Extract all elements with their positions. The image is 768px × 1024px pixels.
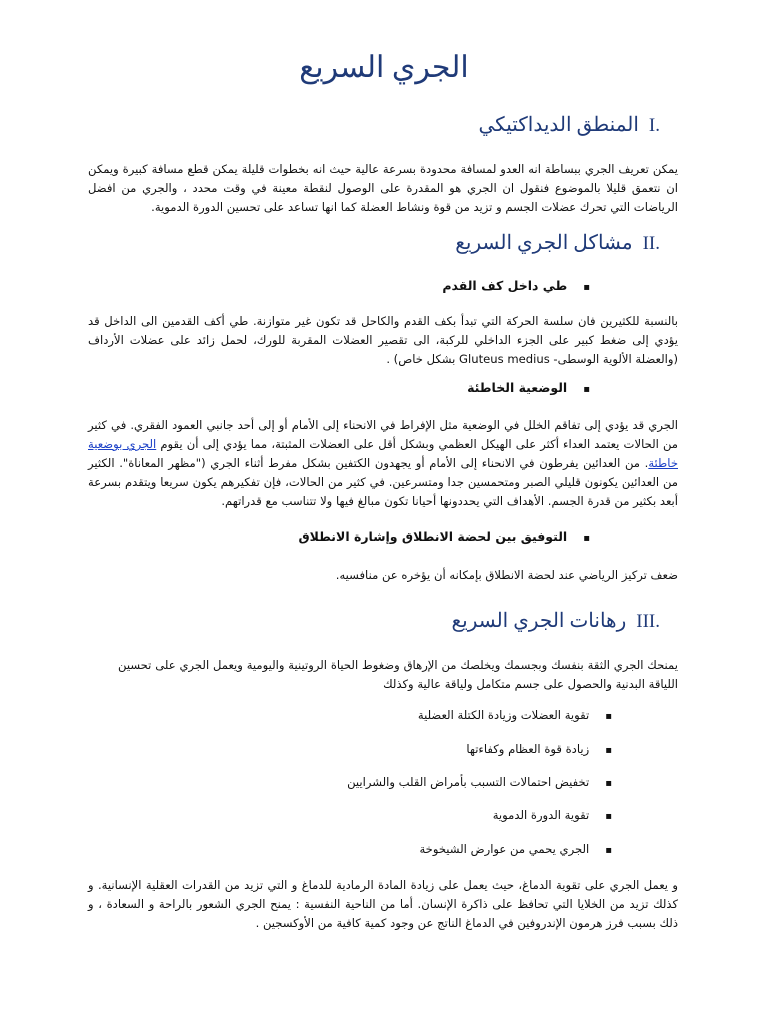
paragraph-wrong-posture [88, 416, 678, 511]
bullet-item: ▪ تقوية الدورة الدموية [493, 808, 612, 822]
section-heading-text: مشاكل الجري السريع [455, 232, 633, 254]
bullet-item: ▪ زيادة قوة العظام وكفاءتها [466, 742, 612, 756]
bullet-item: ▪ تخفيض احتمالات التسبب بأمراض القلب والشرايين [347, 775, 612, 789]
subheading-start-sync: ▪ التوفيق بين لحضة الانطلاق وإشارة الانطلاق [298, 529, 590, 544]
bullet-item: ▪ الجري يحمي من عوارض الشيخوخة [419, 842, 612, 856]
posture-text-after: . من العدائين يفرطون في الانحناء إلى الأمام أو يجهدون الكتفين بشكل مفرط أثناء الجري ("مظهر المعاناة". الكثير من العدائين يكونون قليلي الصبر ومتحمسين جدا ومتسرعين. في كثير من الحالات، فإن تفكيرهم يكون سريعا ويتقدم بسرعة أبعد بكثير من قدرة الجسم. الأهداف التي يحددونها أحيانا تكون مبالغ فيها ولا تتناسب مع قدراتهم. [88, 456, 678, 508]
paragraph-start-sync: ضعف تركيز الرياضي عند لحضة الانطلاق بإمكانه أن يؤخره عن منافسيه. [335, 568, 678, 582]
posture-text-before: الجري قد يؤدي إلى تفاقم الخلل في الوضعية مثل الإفراط في الانحناء إلى الأمام أو إلى أحد جانبي العمود الفقري. في كثير من الحالات يعتمد العداء أكثر على الهيكل العظمي وبشكل أقل على العضلات المثبتة، مما يؤدي إلى أن يقوم [88, 418, 679, 451]
paragraph-intro: يمكن تعريف الجري ببساطة انه العدو لمسافة محدودة بسرعة عالية حيث انه بخطوات قليلة يمكن قطع مسافة كبيرة ويمكن ان نتعمق قليلا بالموضوع فنقول ان الجري هو المقدرة على الوصول لنقطة معينة في وقت محدد ، والجري من افضل الرياضات التي تحرك عضلات الجسم و تزيد من قوة ونشاط العضلة كما انها تساعد على تحسين الدورة الدموية. [88, 162, 678, 214]
posture-link[interactable]: الجري بوضعية خاطئة [88, 437, 678, 470]
paragraph-benefits: يمنحك الجري الثقة بنفسك وبجسمك ويخلصك من الإرهاق وضغوط الحياة الروتينية واليومية ويعمل الجري على تحسين اللياقة البدنية والحصول على جسم متكامل ولياقة عالية وكذلك [118, 658, 678, 691]
section-heading-text: رهانات الجري السريع [451, 610, 627, 632]
section-number: I. [648, 115, 660, 136]
subheading-foot-pronation: ▪ طي داخل كف القدم [442, 278, 590, 293]
bullet-item: ▪ تقوية العضلات وزيادة الكتلة العضلية [418, 708, 612, 722]
page-title: الجري السريع [299, 51, 469, 84]
subheading-wrong-posture: ▪ الوضعية الخاطئة [467, 380, 590, 395]
paragraph-closing: و يعمل الجري على تقوية الدماغ، حيث يعمل على زيادة المادة الرمادية للدماغ و التي تزيد من القدرات العقلية الإنسانية. و كذلك تزيد من الخلايا التي تحافظ على ذاكرة الإنسان. أما من الناحية النفسية : يمنح الجري الشعور بالراحة و السعادة ، و ذلك بسبب فرز هرمون الإندروفين في الدماغ الناتج عن وجود كمية كافية من الأوكسجين . [88, 878, 678, 930]
section-heading-1 [479, 112, 661, 137]
section-heading-3 [451, 608, 660, 633]
section-heading-2 [455, 230, 660, 255]
paragraph-foot-pronation: بالنسبة للكثيرين فان سلسة الحركة التي تبدأ بكف القدم والكاحل قد تكون غير متوازنة. طي أكف القدمين الى الداخل قد يؤدي إلى ضغط كبير على الجزء الداخلي للركبة، الى تقصير العضلات المقربة للورك، لحمل زائد على عضلات الأرداف (والعضلة الألوية الوسطى- Gluteus medius بشكل خاص) . [88, 314, 678, 366]
section-number: II. [642, 233, 660, 254]
section-number: III. [636, 611, 660, 632]
section-heading-text: المنطق الديداكتيكي [478, 114, 639, 136]
